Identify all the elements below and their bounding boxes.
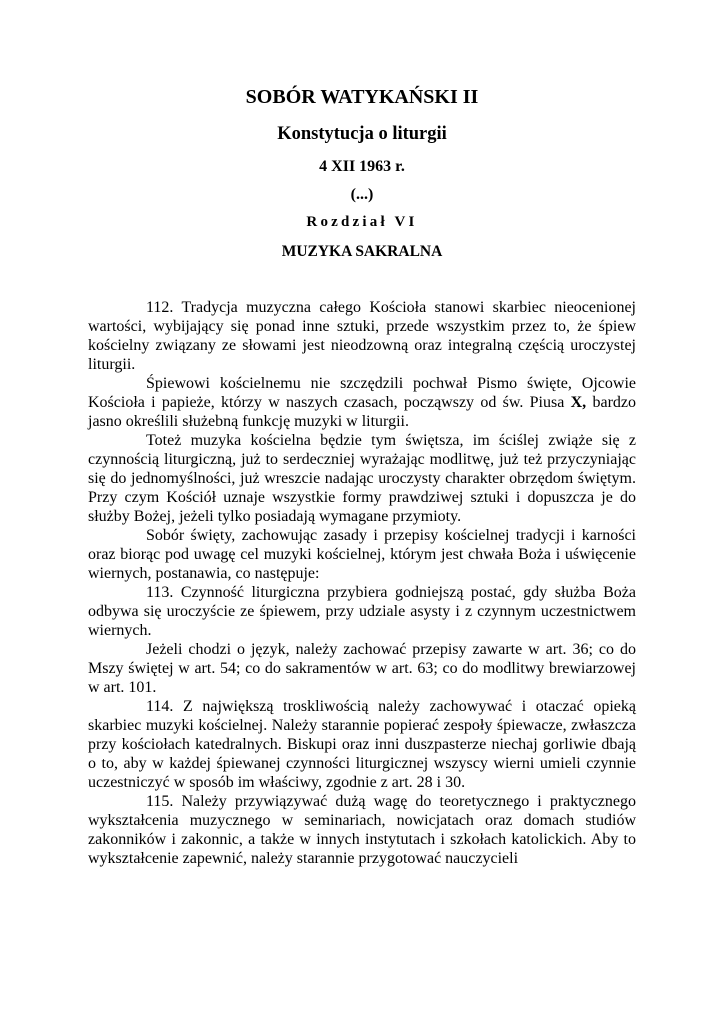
document-date: 4 XII 1963 r. [319, 158, 405, 175]
paragraph-112-praise [88, 374, 636, 431]
paragraph-113: 113. Czynność liturgiczna przybiera godniejszą postać, gdy służba Boża odbywa się uroczyście ze śpiewem, przy udziale asysty i z czynnym uczestnictwem wiernych. [88, 584, 636, 639]
section-title: MUZYKA SAKRALNA [281, 243, 443, 260]
paragraph-115: 115. Należy przywiązywać dużą wagę do teoretycznego i praktycznego wykształcenia muzycznego w seminariach, nowicjatach oraz domach studiów zakonników i zakonnic, a także w innych instytutach i szkołach katolickich. Aby to wykształcenie zapewnić, należy starannie przygotować nauczycieli [88, 793, 636, 867]
document-subtitle: Konstytucja o liturgii [277, 124, 447, 144]
body-text [88, 298, 636, 868]
paragraph-113-language: Jeżeli chodzi o język, należy zachować przepisy zawarte w art. 36; co do Mszy świętej w art. 54; co do sakramentów w art. 63; co do modlitwy brewiarzowej w art. 101. [88, 641, 636, 696]
paragraph-114: 114. Z największą troskliwością należy zachowywać i otaczać opieką skarbiec muzyki kościelnej. Należy starannie popierać zespoły śpiewacze, zwłaszcza przy kościołach katedralnych. Biskupi oraz inni duszpasterze niechaj gorliwie dbają o to, aby w każdej śpiewanej czynności liturgicznej wszyscy wierni umieli czynnie uczestniczyć w sposób im właściwy, zgodnie z art. 28 i 30. [88, 698, 636, 791]
paragraph-text: bardzo jasno określili służebną funkcję muzyki w liturgii. [88, 394, 637, 430]
paragraph-text: Śpiewowi kościelnemu nie szczędzili pochwał Pismo święte, Ojcowie Kościoła i papieże, którzy w naszych czasach, począwszy od św. Piusa [88, 375, 636, 411]
document-title: SOBÓR WATYKAŃSKI II [245, 86, 479, 108]
paragraph-112: 112. Tradycja muzyczna całego Kościoła stanowi skarbiec nieocenionej wartości, wybijający się ponad inne sztuki, przede wszystkim przez to, że śpiew kościelny związany ze słowami jest nieodzowną oraz integralną częścią uroczystej liturgii. [88, 299, 636, 373]
bold-numeral: X, [570, 394, 587, 411]
paragraph-112-sanctity: Toteż muzyka kościelna będzie tym świętsza, im ściślej zwiąże się z czynnością liturgiczną, już to serdeczniej wyrażając modlitwę, już też przyczyniając się do jednomyślności, już wreszcie nadając uroczysty charakter obrzędom świętym. Przy czym Kościół uznaje wszystkie formy prawdziwej sztuki i dopuszcza je do służby Bożej, jeżeli tylko posiadają wymagane przymioty. [88, 432, 636, 525]
chapter-heading: Rozdział VI [306, 214, 418, 230]
omission-ellipsis: (...) [350, 186, 374, 203]
paragraph-112-decree: Sobór święty, zachowując zasady i przepisy kościelnej tradycji i karności oraz biorąc pod uwagę cel muzyki kościelnej, którym jest chwała Boża i uświęcenie wiernych, postanawia, co następuje: [88, 527, 636, 582]
